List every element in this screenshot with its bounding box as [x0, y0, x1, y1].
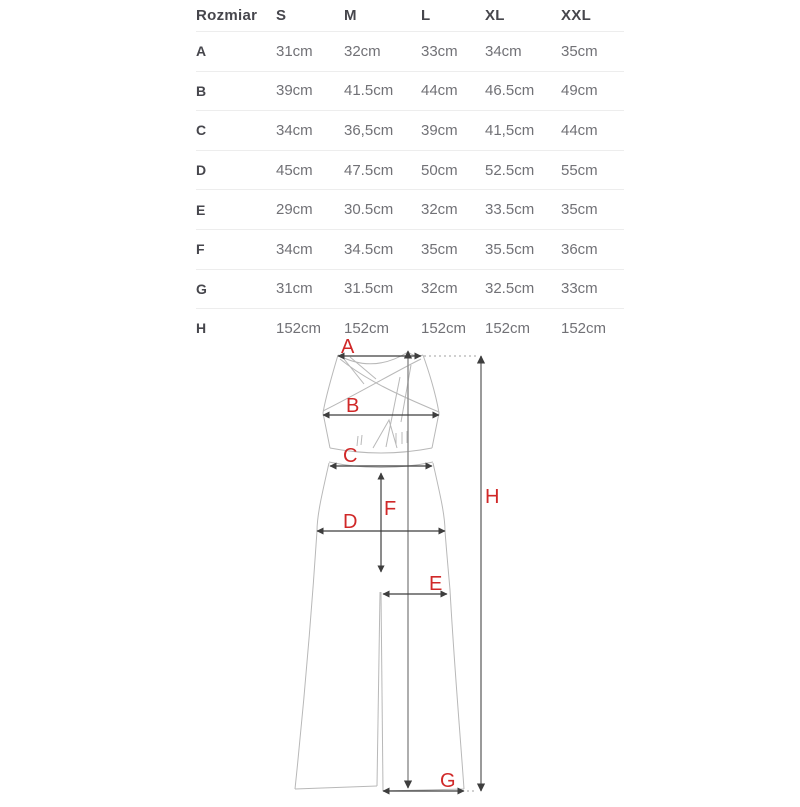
row-letter: H: [196, 320, 207, 337]
table-row: [196, 71, 624, 111]
size-value: 34.5cm: [344, 240, 394, 258]
table-row: [196, 150, 624, 190]
column-header-s: S: [276, 7, 287, 24]
size-value: 152cm: [561, 319, 607, 337]
size-value: 52.5cm: [485, 161, 535, 179]
size-value: 35cm: [561, 42, 598, 60]
measure-label-g: G: [440, 770, 456, 792]
row-letter: G: [196, 280, 207, 297]
table-row: [196, 31, 624, 71]
size-value: 32.5cm: [485, 280, 535, 298]
row-letter: E: [196, 201, 206, 218]
size-value: 152cm: [485, 319, 531, 337]
size-table-body: [196, 31, 624, 348]
column-header-xl: XL: [485, 7, 505, 24]
measure-label-d: D: [343, 511, 358, 533]
size-value: 45cm: [276, 161, 313, 179]
row-letter: D: [196, 162, 207, 179]
size-value: 32cm: [344, 42, 381, 60]
size-value: 46.5cm: [485, 82, 535, 100]
size-value: 152cm: [276, 319, 322, 337]
size-value: 34cm: [276, 240, 313, 258]
size-value: 41.5cm: [344, 82, 394, 100]
column-header-xxl: XXL: [561, 7, 592, 24]
size-value: 49cm: [561, 82, 598, 100]
size-value: 50cm: [421, 161, 458, 179]
size-value: 47.5cm: [344, 161, 394, 179]
size-value: 35cm: [561, 201, 598, 219]
size-value: 29cm: [276, 201, 313, 219]
size-value: 39cm: [421, 121, 458, 139]
size-value: 41,5cm: [485, 121, 535, 139]
size-value: 36cm: [561, 240, 598, 258]
size-value: 32cm: [421, 201, 458, 219]
size-value: 44cm: [421, 82, 458, 100]
size-value: 31.5cm: [344, 280, 394, 298]
header-rozmiar: Rozmiar: [196, 7, 258, 24]
column-header-l: L: [421, 7, 431, 24]
size-value: 31cm: [276, 42, 313, 60]
size-value: 33cm: [561, 280, 598, 298]
size-value: 33.5cm: [485, 201, 535, 219]
measure-label-e: E: [429, 573, 443, 595]
garment-diagram: [276, 332, 516, 802]
measure-label-f: F: [384, 498, 397, 520]
size-value: 32cm: [421, 280, 458, 298]
measure-label-c: C: [343, 445, 358, 467]
garment-outline: [295, 352, 464, 791]
row-letter: C: [196, 122, 207, 139]
row-letter: A: [196, 43, 207, 60]
table-row: [196, 110, 624, 150]
table-row: [196, 269, 624, 309]
size-value: 30.5cm: [344, 201, 394, 219]
measure-label-a: A: [341, 336, 355, 358]
size-table-header: [196, 0, 624, 31]
row-letter: F: [196, 241, 205, 258]
table-row: [196, 189, 624, 229]
size-value: 152cm: [344, 319, 390, 337]
size-value: 36,5cm: [344, 121, 394, 139]
size-value: 33cm: [421, 42, 458, 60]
measure-label-h: H: [485, 486, 500, 508]
size-value: 31cm: [276, 280, 313, 298]
size-value: 35cm: [421, 240, 458, 258]
jumpsuit-technical-drawing: [276, 332, 516, 802]
table-row: [196, 229, 624, 269]
size-table: [196, 0, 624, 348]
size-value: 44cm: [561, 121, 598, 139]
row-letter: B: [196, 82, 207, 99]
size-value: 34cm: [485, 42, 522, 60]
size-value: 55cm: [561, 161, 598, 179]
size-value: 35.5cm: [485, 240, 535, 258]
size-value: 152cm: [421, 319, 467, 337]
column-header-m: M: [344, 7, 357, 24]
size-value: 39cm: [276, 82, 313, 100]
measure-label-b: B: [346, 395, 360, 417]
size-value: 34cm: [276, 121, 313, 139]
